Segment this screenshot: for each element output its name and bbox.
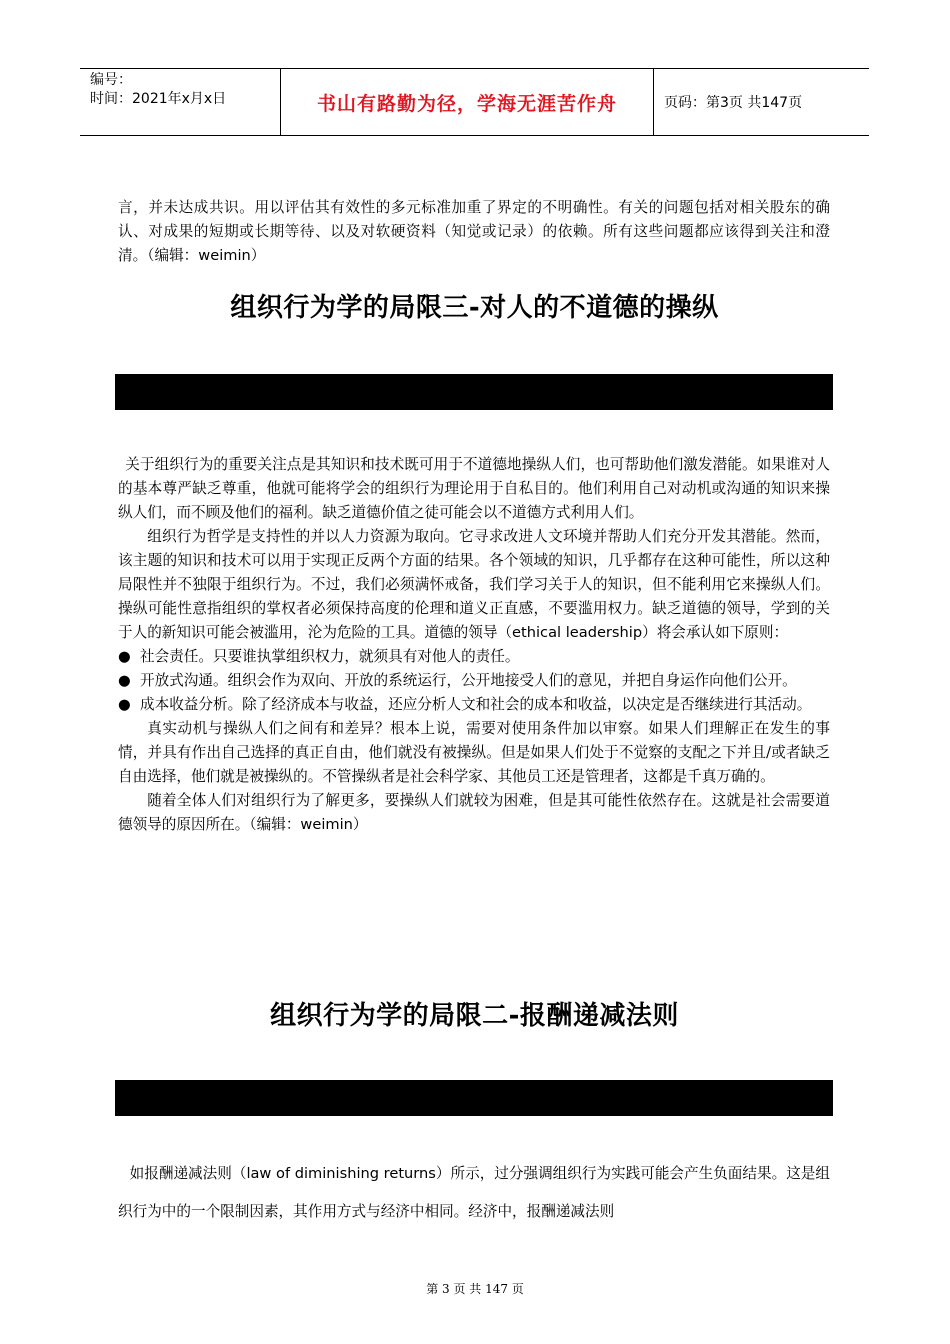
paragraph-text: 如报酬递减法则（ — [129, 1165, 247, 1182]
list-item — [118, 645, 830, 669]
paragraph — [118, 1155, 830, 1231]
paragraph-text: 组织行为哲学是支持性的并以人力资源为取向。它寻求改进人文环境并帮助人们充分开发其潜能。然而，该主题的知识和技术可以用于实现正反两个方面的结果。各个领域的知识，几乎都存在这种可能性，所以这种局限性并不独限于组织行为。不过，我们必须满怀戒备，我们学习关于人的知识，但不能利用它来操纵人们。操纵可能性意指组织的掌权者必须保持高度的伦理和道义正直感，不要滥用权力。缺乏道德的领导，学到的关于人的新知识可能会被滥用，沦为危险的工具。道德的领导（ — [118, 528, 830, 641]
section1-title: 组织行为学的局限三-对人的不道德的操纵 — [230, 293, 719, 323]
bullet-icon: ● — [118, 672, 131, 689]
header-table — [80, 68, 869, 136]
english-term: ethical leadership — [512, 624, 643, 641]
header-left-cell — [80, 69, 280, 135]
page-footer: 第 3 页 共 147 页 — [426, 1282, 524, 1296]
header-motto: 书山有路勤为径，学海无涯苦作舟 — [280, 69, 654, 135]
editor-note: （编辑：weimin） — [249, 816, 368, 833]
paragraph — [118, 789, 830, 837]
doc-date-label: 时间：2021年x月x日 — [90, 91, 227, 107]
doc-code-label: 编号： — [90, 72, 132, 88]
section2-title: 组织行为学的局限二-报酬递减法则 — [270, 1001, 679, 1031]
paragraph: 关于组织行为的重要关注点是其知识和技术既可用于不道德地操纵人们，也可帮助他们激发潜能。如果谁对人的基本尊严缺乏尊重，他就可能将学会的组织行为理论用于自私目的。他们利用自己对动机或沟通的知识来操纵人们，而不顾及他们的福利。缺乏道德价值之徒可能会以不道德方式利用人们。 — [118, 456, 830, 521]
paragraph-text: 言，并未达成共识。用以评估其有效性的多元标准加重了界定的不明确性。有关的问题包括对相关股东的确认、对成果的短期或长期等待、以及对软硬资料（知觉或记录）的依赖。所有这些问题都应该得到关注和澄清。 — [118, 199, 830, 264]
black-redaction-bar — [115, 1080, 833, 1116]
paragraph-text: 随着全体人们对组织行为了解更多，要操纵人们就较为困难，但是其可能性依然存在。这就是社会需要道德领导的原因所在。 — [118, 792, 830, 833]
section1-body — [118, 453, 830, 837]
list-item-text: 社会责任。只要谁执掌组织权力，就须具有对他人的责任。 — [140, 648, 520, 665]
paragraph: 真实动机与操纵人们之间有和差异？根本上说，需要对使用条件加以审察。如果人们理解正在发生的事情，并具有作出自己选择的真正自由，他们就没有被操纵。但是如果人们处于不觉察的支配之下并且/或者缺乏自由选择，他们就是被操纵的。不管操纵者是社会科学家、其他员工还是管理者，这都是千真万确的。 — [118, 720, 830, 785]
bullet-icon: ● — [118, 696, 131, 713]
editor-note: （编辑：weimin） — [147, 247, 266, 264]
paragraph-text: ）将会承认如下原则： — [642, 624, 789, 641]
list-item — [118, 693, 830, 717]
section0-body — [118, 196, 830, 268]
list-item-text: 成本收益分析。除了经济成本与收益，还应分析人文和社会的成本和收益，以决定是否继续进行其活动。 — [140, 696, 812, 713]
list-item — [118, 669, 830, 693]
paragraph — [118, 525, 830, 645]
list-item-text: 开放式沟通。组织会作为双向、开放的系统运行，公开地接受人们的意见，并把自身运作向他们公开。 — [140, 672, 797, 689]
section2-body — [118, 1155, 830, 1231]
english-term: law of diminishing returns — [246, 1165, 436, 1182]
paragraph — [118, 196, 830, 268]
bullet-icon: ● — [118, 648, 131, 665]
black-redaction-bar — [115, 374, 833, 410]
header-page-info: 页码：第3页 共147页 — [664, 95, 803, 111]
paragraph-text: ）所示，过分强调组织行为实践可能会产生负面结果。这是组织行为中的一个限制因素，其作用方式与经济中相同。经济中，报酬递减法则 — [118, 1165, 830, 1220]
